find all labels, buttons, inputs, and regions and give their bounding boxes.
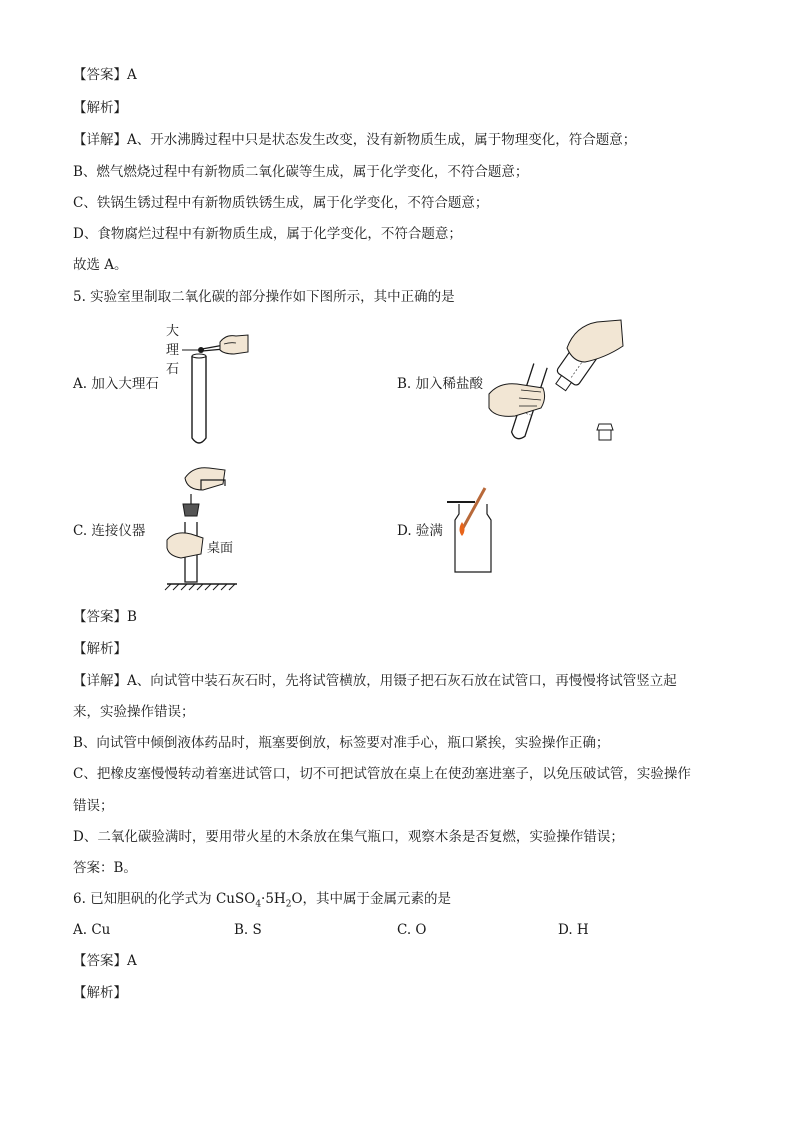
detail-conclusion: 故选 A。	[73, 257, 128, 273]
detail-line-b: B、燃气燃烧过程中有新物质二氧化碳等生成，属于化学变化，不符合题意；	[73, 164, 529, 180]
option-d-label: D. 验满	[397, 523, 443, 539]
figure-b-add-acid	[485, 318, 635, 448]
marble-label-1: 大	[166, 324, 180, 339]
analysis-tag: 【解析】	[73, 985, 127, 1001]
marble-icon	[198, 347, 204, 353]
answer-value: A	[127, 953, 137, 969]
option-b-label: B. 加入稀盐酸	[397, 376, 484, 392]
answer-line-q4	[73, 66, 137, 84]
detail-line-b: B、向试管中倾倒液体药品时，瓶塞要倒放，标签要对准手心，瓶口紧挨，实验操作正确；	[73, 735, 610, 751]
detail-line-c1: C、把橡皮塞慢慢转动着塞进试管口，切不可把试管放在桌上在使劲塞进塞子，以免压破试管，实验操作	[73, 766, 691, 782]
gas-bottle-icon	[455, 504, 491, 572]
stem-text-pre: 6. 已知胆矾的化学式为 CuSO	[73, 891, 256, 907]
figure-a-add-marble	[160, 320, 255, 450]
q6-option-c: C. O	[397, 922, 427, 938]
option-c-label: C. 连接仪器	[73, 523, 146, 539]
detail-line-d: D、食物腐烂过程中有新物质生成，属于化学变化，不符合题意；	[73, 226, 462, 242]
option-a-label: A. 加入大理石	[73, 376, 159, 392]
detail-tag: 【详解】	[73, 673, 127, 689]
answer-line-q6	[73, 952, 137, 970]
detail-line-c: C、铁锅生锈过程中有新物质铁锈生成，属于化学变化，不符合题意；	[73, 195, 489, 211]
detail-line-a2: 来，实验操作错误；	[73, 704, 195, 720]
question-5-stem: 5. 实验室里制取二氧化碳的部分操作如下图所示，其中正确的是	[73, 289, 455, 305]
detail-conclusion: 答案：B。	[73, 860, 137, 876]
detail-line-a1	[73, 672, 677, 690]
subscript-2: 2	[285, 899, 292, 910]
detail-text: A、开水沸腾过程中只是状态发生改变，没有新物质生成，属于物理变化，符合题意；	[127, 132, 637, 148]
answer-line-q5	[73, 608, 137, 626]
lower-hand-icon	[489, 384, 545, 417]
stem-text-hydrate: ·5H	[261, 891, 286, 907]
answer-tag: 【答案】	[73, 953, 127, 969]
answer-tag: 【答案】	[73, 609, 127, 625]
lower-hand-icon	[167, 533, 203, 558]
question-6-stem	[73, 890, 451, 914]
answer-tag: 【答案】	[73, 67, 127, 83]
detail-line-d: D、二氧化碳验满时，要用带火星的木条放在集气瓶口，观察木条是否复燃，实验操作错误；	[73, 829, 624, 845]
analysis-tag: 【解析】	[73, 100, 127, 116]
q6-option-b: B. S	[234, 922, 262, 938]
detail-line-a	[73, 131, 636, 149]
marble-label-3: 石	[166, 362, 180, 377]
q6-option-a: A. Cu	[73, 922, 111, 938]
wooden-splint-icon	[463, 488, 485, 528]
upper-hand-icon	[567, 320, 623, 362]
analysis-tag: 【解析】	[73, 641, 127, 657]
figure-d-check-full	[445, 484, 500, 576]
q6-option-d: D. H	[558, 922, 589, 938]
hand-icon	[220, 335, 248, 354]
figure-c-connect	[163, 460, 263, 592]
detail-tag: 【详解】	[73, 132, 127, 148]
stopper-icon	[597, 424, 613, 430]
detail-text: A、向试管中装石灰石时，先将试管横放，用镊子把石灰石放在试管口，再慢慢将试管竖立起	[127, 673, 677, 689]
desk-label: 桌面	[207, 541, 234, 556]
marble-label-2: 理	[166, 343, 180, 358]
subscript-4: 4	[255, 899, 262, 910]
rubber-stopper-icon	[183, 504, 199, 516]
upper-hand-icon	[185, 468, 225, 490]
stem-text-post: O，其中属于金属元素的是	[291, 891, 452, 907]
detail-line-c2: 错误；	[73, 798, 114, 814]
answer-value: B	[127, 609, 137, 625]
answer-value: A	[127, 67, 137, 83]
test-tube-icon	[192, 356, 206, 443]
